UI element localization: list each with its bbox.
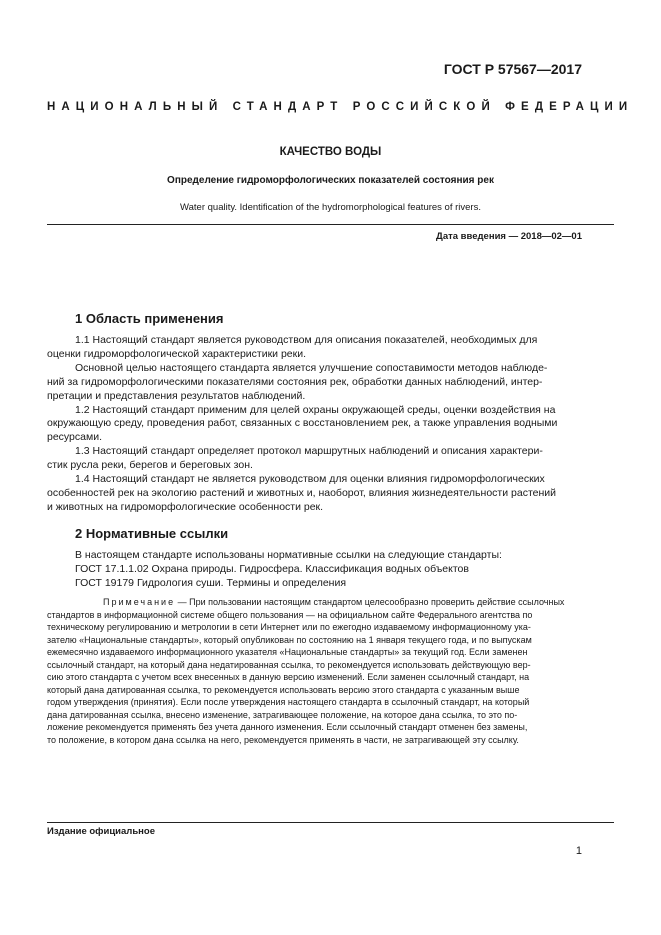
page-number: 1 xyxy=(575,845,582,857)
text-line: ресурсами. xyxy=(47,431,102,444)
text-line: стик русла реки, берегов и береговых зон. xyxy=(47,459,253,472)
text-line: и животных на гидроморфологические особенности рек. xyxy=(47,500,324,513)
footer-divider xyxy=(47,822,614,823)
text-line: окружающую среду, проведения работ, связанных с восстановлением рек, а также управления водными xyxy=(47,417,558,430)
document-title: КАЧЕСТВО ВОДЫ xyxy=(279,146,382,158)
text-line: годом утверждения (принятия). Если после утверждения настоящего стандарта в ссылочный стандарт, на который xyxy=(47,697,530,707)
text-line: — При пользовании настоящим стандартом целесообразно проверить действие ссылочных xyxy=(175,597,565,607)
reference-item: ГОСТ 19179 Гидрология суши. Термины и определения xyxy=(75,576,347,589)
edition-label: Издание официальное xyxy=(47,826,155,837)
text-line: то положение, в котором дана ссылка на него, рекомендуется применять в части, не затрагивающей эту ссылку. xyxy=(47,734,519,745)
text-line: 1.4 Настоящий стандарт не является руководством для оценки влияния гидроморфологических xyxy=(75,473,545,486)
text-line: дана датированная ссылка, внесено изменение, затрагивающее положение, на которое дана ссылка, то это по- xyxy=(47,709,518,720)
text-line: техническому регулированию и метрологии в сети Интернет или по ежегодно издаваемому информационному ука- xyxy=(47,622,531,632)
text-line: оценки гидроморфологической характеристики реки. xyxy=(47,347,307,360)
text-line: ложение рекомендуется применять без учета данного изменения. Если ссылочный стандарт отменен без замены, xyxy=(47,722,528,732)
document-subtitle: Определение гидроморфологических показателей состояния рек xyxy=(167,175,494,186)
reference-item: ГОСТ 17.1.1.02 Охрана природы. Гидросфера. Классификация водных объектов xyxy=(75,562,469,575)
text-line: 1.3 Настоящий стандарт определяет протокол маршрутных наблюдений и описания характери- xyxy=(75,445,543,458)
document-code: ГОСТ Р 57567—2017 xyxy=(443,61,582,77)
section-2-body xyxy=(75,549,582,591)
section-2-heading: 2 Нормативные ссылки xyxy=(75,526,229,541)
text-line: ежемесячно издаваемого информационного указателя «Национальные стандарты» за текущий год. Если заменен xyxy=(47,647,528,657)
title-divider xyxy=(47,224,614,225)
section-1-heading: 1 Область применения xyxy=(75,311,224,326)
text-line: ний за гидроморфологическими показателями состояния рек, обработки данных наблюдений, интер- xyxy=(47,375,543,388)
text-line: Основной целью настоящего стандарта является улучшение сопоставимости методов наблюде- xyxy=(75,361,548,374)
text-line: стандартов в информационной системе общего пользования — на официальном сайте Федерального агентства по xyxy=(47,609,533,620)
text-line: В настоящем стандарте использованы нормативные ссылки на следующие стандарты: xyxy=(75,549,502,561)
text-line: 1.2 Настоящий стандарт применим для целей охраны окружающей среды, оценки воздействия на xyxy=(75,403,556,416)
national-standard-heading: НАЦИОНАЛЬНЫЙ СТАНДАРТ РОССИЙСКОЙ ФЕДЕРАЦИИ xyxy=(47,101,634,113)
text-line: ссылочный стандарт, на который дана недатированная ссылка, то рекомендуется использовать действующую вер- xyxy=(47,659,531,670)
text-line: 1.1 Настоящий стандарт является руководством для описания показателей, необходимых для xyxy=(75,334,538,346)
text-line: зателю «Национальные стандарты», который опубликован по состоянию на 1 января текущего года, и по выпускам xyxy=(47,634,532,645)
english-title: Water quality. Identification of the hydromorphological features of rivers. xyxy=(180,202,481,213)
text-line: особенностей рек на экологию растений и животных и, наоборот, влияния жизнедеятельности растений xyxy=(47,486,556,499)
introduction-date: Дата введения — 2018—02—01 xyxy=(436,231,582,242)
section-2-note xyxy=(47,596,582,746)
text-line: претации и представления результатов наблюдений. xyxy=(47,389,306,402)
text-line: сию этого стандарта с учетом всех внесенных в данную версию изменений. Если заменен ссылочный стандарт, на xyxy=(47,672,530,682)
note-label: Примечание xyxy=(103,597,176,607)
text-line: который дана датированная ссылка, то рекомендуется использовать версию этого стандарта с указанным выше xyxy=(47,684,520,695)
section-1-body xyxy=(47,334,582,515)
